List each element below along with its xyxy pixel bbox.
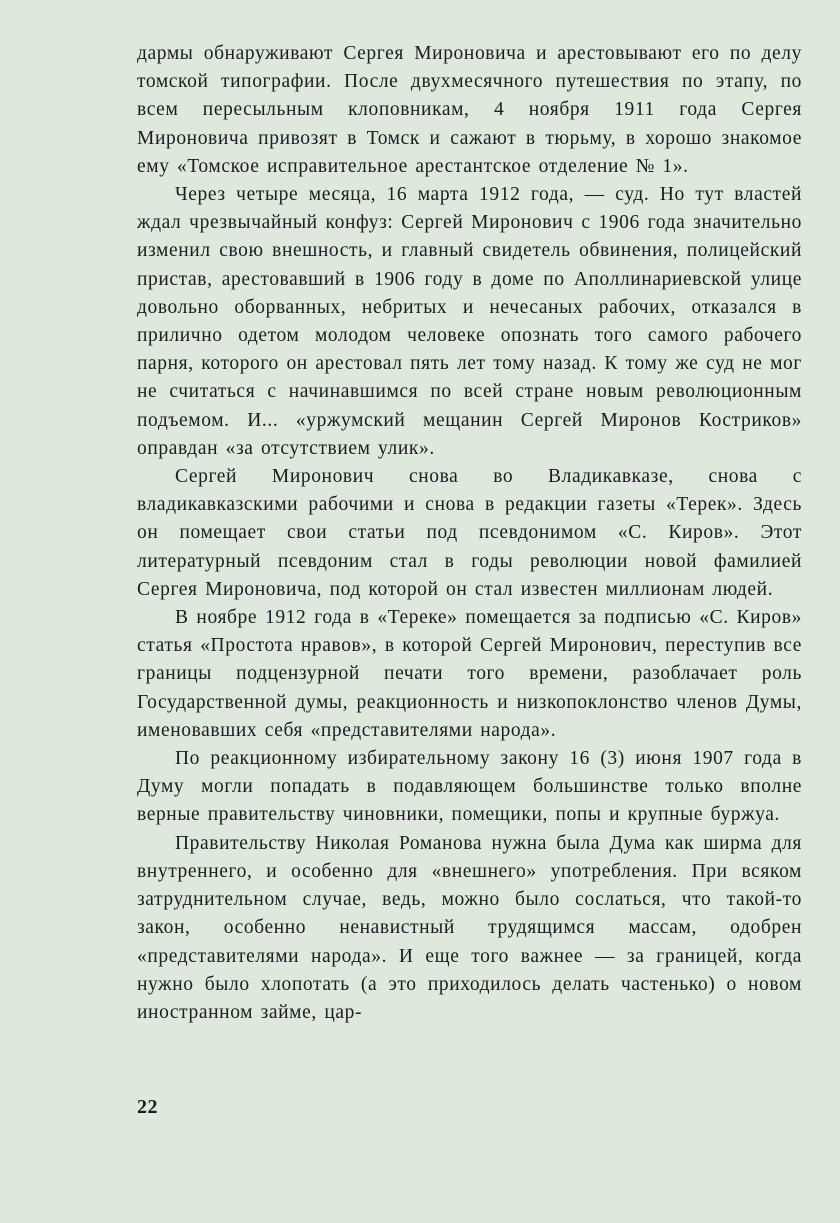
paragraph-election-law: По реакционному избирательному закону 16 (3) июня 1907 года в Думу могли попадать в подавляющем большинстве только вполне верные правительству чиновники, помещики, попы и крупные буржуа. [137,748,802,826]
page-number: 22 [137,1096,158,1118]
paragraph-continuation: дармы обнаруживают Сергея Мироновича и арестовывают его по делу томской типографии. После двухмесячного путешествия по этапу, по всем пересыльным клоповникам, 4 ноября 1911 года Сергея Мироновича привозят в Томск и сажают в тюрьму, в хорошо знакомое ему «Томское исправительное арестантское отделение № 1». [137,43,802,177]
paragraph-government: Правительству Николая Романова нужна была Дума как ширма для внутреннего, и особенно для «внешнего» употребления. При всяком затруднительном случае, ведь, можно было сослаться, что такой-то закон, особенно ненавистный трудящимся массам, одобрен «представителями народа». И еще того важнее — за границей, когда нужно было хлопотать (а это приходилось делать частенько) о новом иностранном займе, цар- [137,832,802,1023]
paragraph-vladikavkaz: Сергей Миронович снова во Владикавказе, снова с владикавказскими рабочими и снова в редакции газеты «Терек». Здесь он помещает свои статьи под псевдонимом «С. Киров». Этот литературный псевдоним стал в годы революции новой фамилией Сергея Мироновича, под которой он стал известен миллионам людей. [137,466,802,600]
paragraph-article: В ноябре 1912 года в «Тереке» помещается за подписью «С. Киров» статья «Простота нравов», в которой Сергей Миронович, переступив все границы подцензурной печати того времени, разоблачает роль Государственной думы, реакционность и низкопоклонство членов Думы, именовавших себя «представителями народа». [137,607,802,741]
paragraph-trial: Через четыре месяца, 16 марта 1912 года, — суд. Но тут властей ждал чрезвычайный конфуз: Сергей Миронович с 1906 года значительно изменил свою внешность, и главный свидетель обвинения, полицейский пристав, арестовавший в 1906 году в доме по Аполлинариевской улице довольно оборванных, небритых и нечесаных рабочих, отказался в прилично одетом молодом человеке опознать того самого рабочего парня, которого он арестовал пять лет тому назад. К тому же суд не мог не считаться с начинавшимся по всей стране новым революционным подъемом. И... «уржумский мещанин Сергей Миронов Костриков» оправдан «за отсутствием улик». [137,184,802,459]
